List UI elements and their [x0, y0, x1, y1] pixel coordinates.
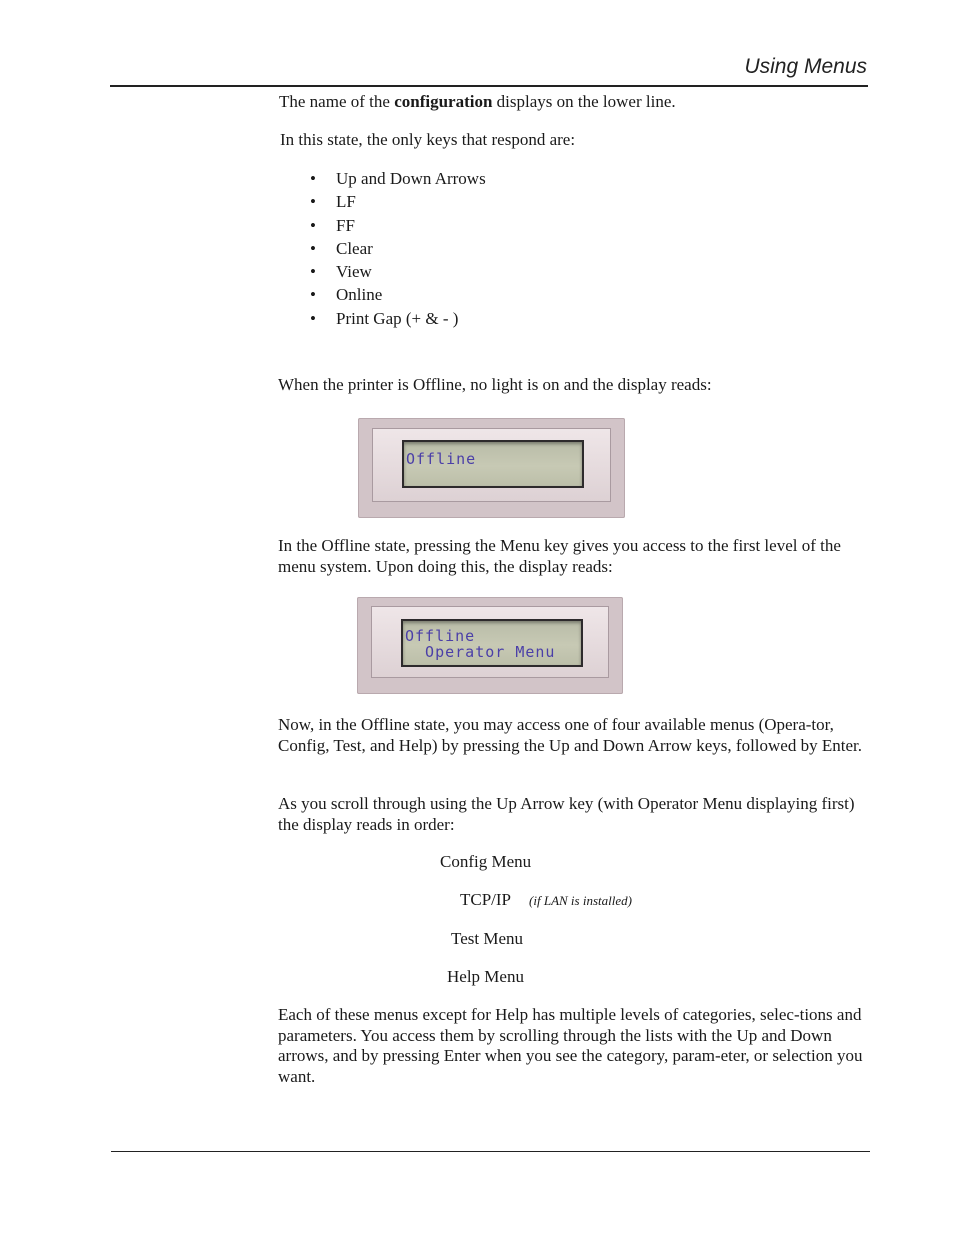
menus-paragraph: Now, in the Offline state, you may access one of four available menus (Opera-tor, Config, Test, and Help) by pressing the Up and Down Arrow keys, followed by Enter. [278, 715, 862, 755]
config-paragraph [279, 92, 676, 112]
list-item [279, 260, 486, 283]
keys-intro-paragraph: In this state, the only keys that respond are: [280, 130, 576, 149]
list-item [279, 283, 486, 306]
bullet-icon: • [310, 308, 316, 328]
bullet-icon: • [310, 262, 316, 282]
list-item [279, 190, 486, 213]
lcd-line-1: Offline [405, 627, 476, 645]
scroll-paragraph: As you scroll through using the Up Arrow key (with Operator Menu displaying first) the display reads in order: [278, 794, 855, 834]
responsive-keys-list [279, 167, 486, 330]
menu-order-tcpip [460, 890, 632, 910]
lcd-screen [402, 440, 584, 488]
menu-access-paragraph: In the Offline state, pressing the Menu key gives you access to the first level of the menu system. Upon doing this, the display reads: [278, 536, 841, 576]
bullet-icon: • [310, 192, 316, 212]
config-term: configuration [394, 92, 493, 111]
list-item-label: FF [336, 215, 355, 235]
lcd-line-2: Operator Menu [405, 643, 556, 661]
offline-display-image [358, 418, 625, 518]
list-item [279, 237, 486, 260]
list-item-label: Up and Down Arrows [336, 169, 486, 188]
header-rule [110, 85, 868, 87]
list-item-label: Clear [336, 238, 373, 258]
list-item-label: Print Gap (+ & - ) [336, 308, 459, 328]
list-item [279, 214, 486, 237]
menu-order-config: Config Menu [440, 852, 532, 871]
page-header-title: Using Menus [744, 55, 867, 78]
bullet-icon: • [310, 285, 316, 305]
menu-order-test: Test Menu [451, 929, 523, 948]
tcpip-label: TCP/IP [460, 890, 512, 909]
bullet-icon: • [310, 238, 316, 258]
tcpip-note: (if LAN is installed) [529, 893, 632, 908]
list-item-label: View [336, 262, 372, 282]
list-item-label: Online [336, 285, 383, 305]
footer-rule [111, 1151, 870, 1152]
closing-paragraph: Each of these menus except for Help has multiple levels of categories, selec-tions and parameters. You access them by scrolling through the lists with the Up and Down arrows, and by pressing Enter when you see the category, param-eter, or selection you want. [278, 1005, 863, 1086]
bullet-icon: • [310, 215, 316, 235]
lcd-screen [401, 619, 583, 667]
list-item-label: LF [336, 192, 356, 212]
lcd-line-1: Offline [406, 450, 477, 468]
menu-display-image [357, 597, 623, 694]
config-text-post: displays on the lower line. [492, 92, 676, 111]
bullet-icon: • [310, 169, 316, 188]
offline-intro-paragraph: When the printer is Offline, no light is on and the display reads: [278, 375, 712, 394]
list-item [279, 167, 486, 190]
config-text-pre: The name of the [279, 92, 395, 111]
menu-order-help: Help Menu [447, 967, 524, 986]
list-item [279, 307, 486, 330]
